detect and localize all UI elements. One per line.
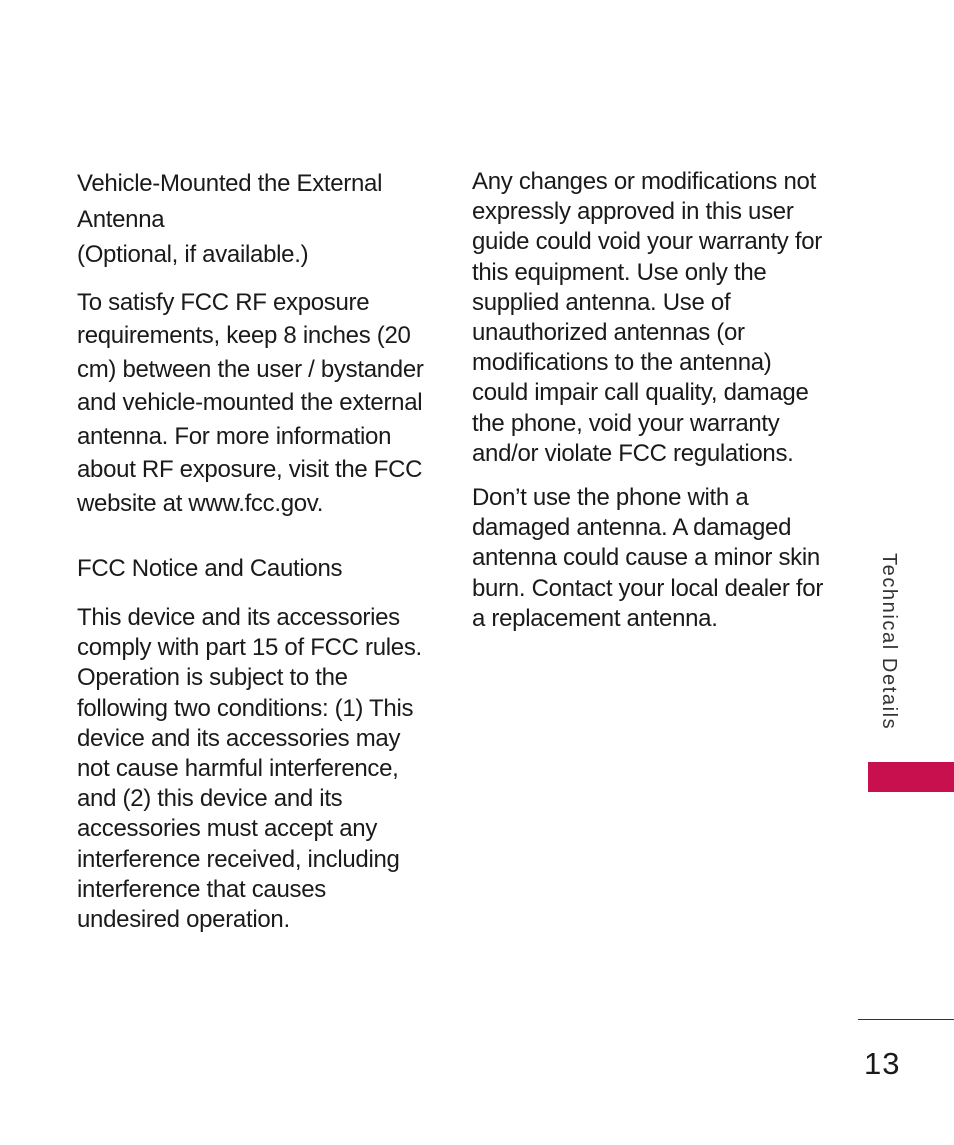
heading-line-1: Vehicle-Mounted the External — [77, 170, 383, 197]
side-tab-marker — [868, 762, 954, 792]
fcc-notice-paragraph: This device and its accessories comply with part 15 of FCC rules. Operation is subject to the following two conditions: (1) This device and its accessories may not cause harmful interference, and (2) this device and its accessories must accept any interference received, including interference that causes undesired operation. — [77, 604, 422, 934]
side-tab-label: Technical Details — [878, 553, 900, 731]
page-number: 13 — [864, 1046, 901, 1081]
damaged-antenna-paragraph: Don’t use the phone with a damaged antenna. A damaged antenna could cause a minor skin burn. Contact your local dealer for a replacement antenna. — [472, 484, 824, 632]
footer-divider — [858, 1019, 954, 1020]
rf-exposure-paragraph: To satisfy FCC RF exposure requirements, keep 8 inches (20 cm) between the user / bystander and vehicle-mounted the external antenna. For more information about RF exposure, visit the FCC website at www.fcc.gov. — [77, 288, 424, 517]
modifications-paragraph: Any changes or modifications not expressly approved in this user guide could void your warranty for this equipment. Use only the supplied antenna. Use of unauthorized antennas (or modifications to the antenna) could impair call quality, damage the phone, void your warranty and/or violate FCC regulations. — [472, 168, 822, 467]
section-heading-fcc-notice: FCC Notice and Cautions — [77, 555, 343, 582]
section-heading-vehicle-antenna — [77, 166, 427, 273]
left-column — [77, 166, 427, 935]
heading-line-2: Antenna — [77, 205, 165, 233]
heading-line-3: (Optional, if available.) — [77, 241, 309, 268]
right-column — [472, 167, 832, 634]
